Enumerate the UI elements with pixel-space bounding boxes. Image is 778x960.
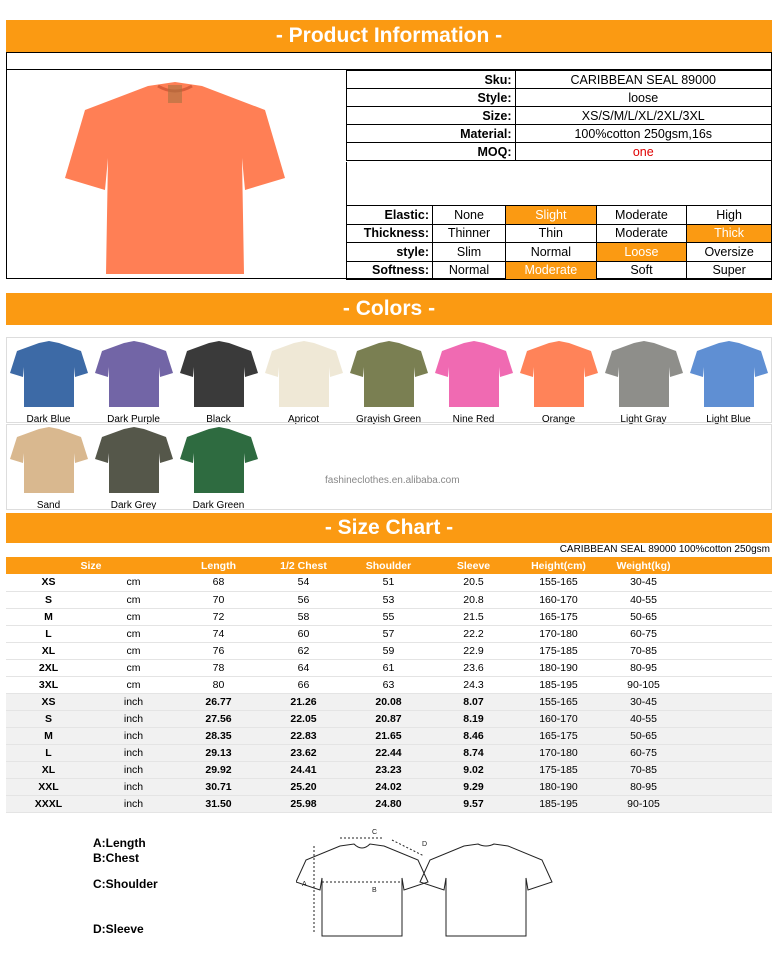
size-chart-cell: 61 xyxy=(346,659,431,676)
size-chart-cell: cm xyxy=(91,574,176,591)
size-chart-cell: cm xyxy=(91,676,176,693)
size-chart-cell: M xyxy=(6,727,91,744)
attribute-option: Slim xyxy=(433,243,506,262)
size-chart-empty-cell xyxy=(686,710,772,727)
size-chart-empty-cell xyxy=(686,642,772,659)
color-name: Sand xyxy=(36,500,61,511)
color-name: Black xyxy=(206,414,231,425)
size-chart-cell: 2XL xyxy=(6,659,91,676)
size-chart-empty-cell xyxy=(686,659,772,676)
size-chart-cell: 50-65 xyxy=(601,727,686,744)
attribute-option: Loose xyxy=(596,243,687,262)
size-chart-row xyxy=(6,608,772,625)
size-chart-cell: 29.92 xyxy=(176,761,261,778)
size-chart-cell: 90-105 xyxy=(601,795,686,812)
size-chart-cell: 54 xyxy=(261,574,346,591)
size-chart-cell: 175-185 xyxy=(516,761,601,778)
legend-length: A:Length xyxy=(93,836,146,850)
size-chart-cell: 170-180 xyxy=(516,625,601,642)
diagram-label-a: A xyxy=(302,881,307,888)
spec-row xyxy=(347,107,772,125)
size-chart-empty-cell xyxy=(686,727,772,744)
size-chart-table xyxy=(6,557,772,813)
size-chart-cell: XL xyxy=(6,761,91,778)
attribute-label: Softness: xyxy=(347,261,433,280)
size-chart-header-cell: 1/2 Chest xyxy=(261,557,346,574)
spec-row xyxy=(347,125,772,143)
size-chart-empty-cell xyxy=(686,625,772,642)
size-chart-cell: L xyxy=(6,744,91,761)
attribute-row xyxy=(347,224,772,243)
size-chart-cell: 170-180 xyxy=(516,744,601,761)
size-chart-empty-cell xyxy=(686,608,772,625)
product-info-header: - Product Information - xyxy=(6,20,772,52)
size-chart-cell: 60-75 xyxy=(601,625,686,642)
product-tshirt-image xyxy=(60,78,290,278)
size-chart-cell: 30-45 xyxy=(601,574,686,591)
size-chart-cell: 9.57 xyxy=(431,795,516,812)
size-chart-cell: 165-175 xyxy=(516,608,601,625)
size-chart-row xyxy=(6,676,772,693)
diagram-label-d: D xyxy=(422,841,428,848)
size-chart-cell: 72 xyxy=(176,608,261,625)
size-chart-row xyxy=(6,642,772,659)
size-chart-header-cell: Weight(kg) xyxy=(601,557,686,574)
size-chart-cell: 8.07 xyxy=(431,693,516,710)
size-chart-cell: M xyxy=(6,608,91,625)
size-chart-cell: 90-105 xyxy=(601,676,686,693)
legend-sleeve: D:Sleeve xyxy=(93,922,144,936)
size-chart-cell: 8.74 xyxy=(431,744,516,761)
size-chart-cell: 76 xyxy=(176,642,261,659)
size-chart-cell: 24.02 xyxy=(346,778,431,795)
size-chart-cell: 24.80 xyxy=(346,795,431,812)
attribute-option: Slight xyxy=(506,206,597,225)
size-chart-cell: 8.19 xyxy=(431,710,516,727)
size-chart-cell: inch xyxy=(91,727,176,744)
spec-blank-area xyxy=(346,162,772,206)
size-chart-header-row xyxy=(6,557,772,574)
size-chart-cell: inch xyxy=(91,710,176,727)
spec-label: Style: xyxy=(347,89,516,107)
size-chart-cell: 23.62 xyxy=(261,744,346,761)
size-chart-cell: 31.50 xyxy=(176,795,261,812)
attribute-option: Soft xyxy=(596,261,687,280)
color-name: Dark Purple xyxy=(107,414,160,425)
size-chart-cell: 70 xyxy=(176,591,261,608)
size-chart-cell: inch xyxy=(91,778,176,795)
size-chart-cell: 26.77 xyxy=(176,693,261,710)
spec-value: loose xyxy=(515,89,771,107)
spec-label: Sku: xyxy=(347,71,516,89)
size-chart-cell: 180-190 xyxy=(516,778,601,795)
size-chart-row xyxy=(6,778,772,795)
size-chart-cell: 53 xyxy=(346,591,431,608)
size-chart-empty-cell xyxy=(686,761,772,778)
size-chart-cell: XXL xyxy=(6,778,91,795)
size-chart-cell: 70-85 xyxy=(601,761,686,778)
size-chart-empty-cell xyxy=(686,591,772,608)
size-chart-cell: 8.46 xyxy=(431,727,516,744)
size-chart-cell: 74 xyxy=(176,625,261,642)
front-shirt-outline xyxy=(296,844,428,936)
size-chart-row xyxy=(6,659,772,676)
size-chart-header: - Size Chart - xyxy=(6,513,772,543)
size-chart-cell: 175-185 xyxy=(516,642,601,659)
size-chart-cell: inch xyxy=(91,761,176,778)
spec-value: one xyxy=(515,143,771,161)
size-chart-cell: 9.29 xyxy=(431,778,516,795)
size-chart-cell: 57 xyxy=(346,625,431,642)
size-chart-empty-cell xyxy=(686,795,772,812)
size-chart-cell: 59 xyxy=(346,642,431,659)
attribute-option: None xyxy=(433,206,506,225)
spec-label: Size: xyxy=(347,107,516,125)
size-chart-header-cell xyxy=(686,557,772,574)
attribute-label: style: xyxy=(347,243,433,262)
size-chart-row xyxy=(6,744,772,761)
attribute-option: Super xyxy=(687,261,772,280)
attribute-option: Oversize xyxy=(687,243,772,262)
attribute-option: Moderate xyxy=(596,206,687,225)
size-chart-cell: 58 xyxy=(261,608,346,625)
size-chart-empty-cell xyxy=(686,744,772,761)
attribute-table xyxy=(346,205,772,280)
size-chart-cell: 66 xyxy=(261,676,346,693)
size-chart-cell: 28.35 xyxy=(176,727,261,744)
attribute-row xyxy=(347,243,772,262)
spec-table xyxy=(346,70,772,161)
size-chart-cell: 22.44 xyxy=(346,744,431,761)
size-chart-cell: 22.9 xyxy=(431,642,516,659)
size-chart-cell: 40-55 xyxy=(601,591,686,608)
size-chart-cell: cm xyxy=(91,659,176,676)
color-name: Light Blue xyxy=(706,414,751,425)
size-chart-cell: 40-55 xyxy=(601,710,686,727)
size-chart-row xyxy=(6,574,772,591)
size-chart-cell: 51 xyxy=(346,574,431,591)
size-chart-cell: 22.05 xyxy=(261,710,346,727)
color-name: Grayish Green xyxy=(355,414,422,425)
color-name: Light Gray xyxy=(620,414,667,425)
size-chart-cell: 24.41 xyxy=(261,761,346,778)
size-chart-cell: 155-165 xyxy=(516,693,601,710)
attribute-row xyxy=(347,261,772,280)
size-chart-cell: 29.13 xyxy=(176,744,261,761)
size-chart-header-cell: Length xyxy=(176,557,261,574)
size-chart-cell: XXXL xyxy=(6,795,91,812)
color-grid-row xyxy=(6,424,772,510)
spec-value: CARIBBEAN SEAL 89000 xyxy=(515,71,771,89)
size-chart-row xyxy=(6,727,772,744)
size-chart-cell: XS xyxy=(6,693,91,710)
size-chart-cell: 56 xyxy=(261,591,346,608)
size-chart-cell: 23.6 xyxy=(431,659,516,676)
size-chart-cell: 20.08 xyxy=(346,693,431,710)
size-chart-header-cell: Size xyxy=(6,557,176,574)
watermark: fashineclothes.en.alibaba.com xyxy=(325,475,460,486)
size-chart-cell: inch xyxy=(91,795,176,812)
size-chart-row xyxy=(6,761,772,778)
attribute-row xyxy=(347,206,772,225)
size-chart-cell: 155-165 xyxy=(516,574,601,591)
legend-shoulder: C:Shoulder xyxy=(93,877,158,891)
size-chart-cell: 63 xyxy=(346,676,431,693)
size-chart-empty-cell xyxy=(686,778,772,795)
size-chart-cell: 30.71 xyxy=(176,778,261,795)
size-chart-cell: 25.98 xyxy=(261,795,346,812)
size-chart-cell: L xyxy=(6,625,91,642)
color-name: Nine Red xyxy=(452,414,495,425)
size-chart-cell: 78 xyxy=(176,659,261,676)
size-chart-cell: 160-170 xyxy=(516,591,601,608)
size-chart-cell: 64 xyxy=(261,659,346,676)
size-chart-cell: XL xyxy=(6,642,91,659)
attribute-option: Normal xyxy=(433,261,506,280)
spec-value: 100%cotton 250gsm,16s xyxy=(515,125,771,143)
size-chart-cell: 50-65 xyxy=(601,608,686,625)
size-chart-cell: 185-195 xyxy=(516,795,601,812)
attribute-option: Moderate xyxy=(596,224,687,243)
size-chart-cell: 22.83 xyxy=(261,727,346,744)
size-chart-cell: 21.5 xyxy=(431,608,516,625)
size-chart-empty-cell xyxy=(686,676,772,693)
size-chart-cell: 60 xyxy=(261,625,346,642)
size-chart-cell: 20.5 xyxy=(431,574,516,591)
attribute-label: Thickness: xyxy=(347,224,433,243)
tshirt-shape xyxy=(65,82,285,274)
size-chart-cell: 21.26 xyxy=(261,693,346,710)
neck-label-tag xyxy=(168,85,182,103)
size-chart-cell: 185-195 xyxy=(516,676,601,693)
attribute-label: Elastic: xyxy=(347,206,433,225)
size-chart-cell: 55 xyxy=(346,608,431,625)
size-chart-cell: S xyxy=(6,710,91,727)
size-chart-note: CARIBBEAN SEAL 89000 100%cotton 250gsm xyxy=(559,544,770,555)
size-chart-cell: 20.87 xyxy=(346,710,431,727)
spec-label: MOQ: xyxy=(347,143,516,161)
back-shirt-outline xyxy=(420,844,552,936)
size-chart-cell: inch xyxy=(91,744,176,761)
size-chart-cell: 3XL xyxy=(6,676,91,693)
size-chart-cell: S xyxy=(6,591,91,608)
size-chart-row xyxy=(6,625,772,642)
size-chart-empty-cell xyxy=(686,574,772,591)
size-chart-row xyxy=(6,591,772,608)
size-chart-cell: cm xyxy=(91,625,176,642)
size-chart-header-cell: Sleeve xyxy=(431,557,516,574)
color-name: Apricot xyxy=(287,414,320,425)
attribute-option: Thick xyxy=(687,224,772,243)
size-chart-cell: XS xyxy=(6,574,91,591)
color-name: Dark Grey xyxy=(110,500,157,511)
spec-value: XS/S/M/L/XL/2XL/3XL xyxy=(515,107,771,125)
legend-chest: B:Chest xyxy=(93,851,140,865)
size-chart-cell: cm xyxy=(91,608,176,625)
size-chart-cell: 22.2 xyxy=(431,625,516,642)
size-chart-cell: 68 xyxy=(176,574,261,591)
size-chart-cell: 160-170 xyxy=(516,710,601,727)
spec-row xyxy=(347,143,772,161)
spec-row xyxy=(347,89,772,107)
size-chart-cell: cm xyxy=(91,591,176,608)
spec-label: Material: xyxy=(347,125,516,143)
measurement-diagram xyxy=(296,826,556,938)
size-chart-cell: 30-45 xyxy=(601,693,686,710)
size-chart-cell: 80-95 xyxy=(601,659,686,676)
attribute-option: Moderate xyxy=(506,261,597,280)
color-grid-row xyxy=(6,337,772,423)
color-name: Dark Green xyxy=(192,500,245,511)
attribute-option: Normal xyxy=(506,243,597,262)
size-chart-cell: 23.23 xyxy=(346,761,431,778)
attribute-option: Thinner xyxy=(433,224,506,243)
size-chart-cell: 27.56 xyxy=(176,710,261,727)
size-chart-cell: 20.8 xyxy=(431,591,516,608)
size-chart-cell: 60-75 xyxy=(601,744,686,761)
attribute-option: Thin xyxy=(506,224,597,243)
spec-row xyxy=(347,71,772,89)
size-chart-cell: 21.65 xyxy=(346,727,431,744)
attribute-option: High xyxy=(687,206,772,225)
size-chart-cell: 9.02 xyxy=(431,761,516,778)
size-chart-cell: 80 xyxy=(176,676,261,693)
size-chart-row xyxy=(6,693,772,710)
size-chart-row xyxy=(6,795,772,812)
colors-header: - Colors - xyxy=(6,293,772,325)
size-chart-cell: 70-85 xyxy=(601,642,686,659)
size-chart-row xyxy=(6,710,772,727)
size-chart-empty-cell xyxy=(686,693,772,710)
product-info-spacer xyxy=(6,52,772,70)
color-name: Orange xyxy=(541,414,576,425)
size-chart-cell: 25.20 xyxy=(261,778,346,795)
size-chart-cell: 24.3 xyxy=(431,676,516,693)
size-chart-cell: inch xyxy=(91,693,176,710)
size-chart-cell: cm xyxy=(91,642,176,659)
diagram-label-b: B xyxy=(372,887,377,894)
size-chart-header-cell: Height(cm) xyxy=(516,557,601,574)
color-name: Dark Blue xyxy=(26,414,71,425)
size-chart-cell: 62 xyxy=(261,642,346,659)
size-chart-cell: 180-190 xyxy=(516,659,601,676)
size-chart-cell: 80-95 xyxy=(601,778,686,795)
size-chart-header-cell: Shoulder xyxy=(346,557,431,574)
size-chart-cell: 165-175 xyxy=(516,727,601,744)
diagram-label-c: C xyxy=(372,829,378,836)
